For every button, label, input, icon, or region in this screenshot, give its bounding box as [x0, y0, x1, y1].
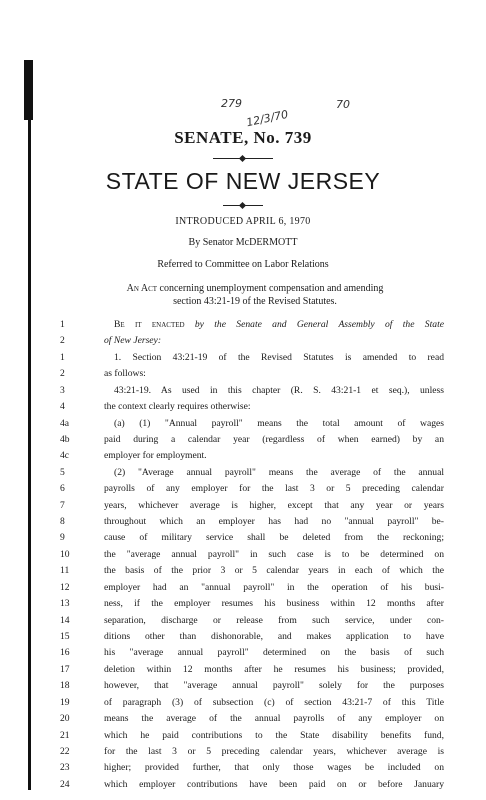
- bill-line: [0, 449, 486, 462]
- line-text: 43:21-19. As used in this chapter (R. S. 43:21-1 et seq.), unless: [114, 384, 444, 396]
- line-text: the context clearly requires otherwise:: [104, 401, 251, 413]
- act-prefix: An Act: [126, 283, 158, 294]
- line-number: 21: [60, 729, 70, 741]
- act-title-line2: section 43:21-19 of the Revised Statutes.: [173, 296, 337, 307]
- bill-line: [0, 400, 486, 413]
- bill-line: [0, 761, 486, 774]
- line-number: 23: [60, 762, 70, 774]
- bill-line: [0, 367, 486, 380]
- line-text: years, whichever average is higher, except that any year or years: [104, 499, 444, 511]
- bill-line: [0, 729, 486, 742]
- line-number: 4: [60, 401, 65, 413]
- line-number: 22: [60, 745, 70, 757]
- line-text: which he paid contributions to the State disability benefits fund,: [104, 729, 444, 741]
- bill-line: [0, 499, 486, 512]
- line-number: 16: [60, 647, 70, 659]
- line-text: separation, discharge or release from such service, under con-: [104, 614, 444, 626]
- line-number: 14: [60, 614, 70, 626]
- line-text: 1. Section 43:21-19 of the Revised Statutes is amended to read: [114, 351, 444, 363]
- line-number: 24: [60, 778, 70, 790]
- bill-line: [0, 417, 486, 430]
- line-number: 2: [60, 335, 65, 347]
- bill-line: [0, 597, 486, 610]
- line-text: deletion within 12 months after he resumes his business; provided,: [104, 663, 444, 675]
- line-number: 8: [60, 516, 65, 528]
- line-text: higher; provided further, that only those wages be included on: [104, 762, 444, 774]
- bill-line: [0, 482, 486, 495]
- line-text: employer had an "annual payroll" in the operation of his busi-: [104, 581, 444, 593]
- bill-line: [0, 696, 486, 709]
- bill-line: [0, 531, 486, 544]
- act-title: [110, 282, 400, 308]
- line-text: the "average annual payroll" in such case is to be determined on: [104, 548, 444, 560]
- line-number: 10: [60, 548, 70, 560]
- line-text: however, that "average annual payroll" solely for the purposes: [104, 680, 444, 692]
- line-text: ness, if the employer resumes his business within 12 months after: [104, 598, 444, 610]
- line-number: 17: [60, 663, 70, 675]
- line-number: 5: [60, 466, 65, 478]
- committee-referral: Referred to Committee on Labor Relations: [157, 259, 329, 270]
- line-number: 3: [60, 384, 65, 396]
- line-text: for the last 3 or 5 preceding calendar years, whichever average is: [104, 745, 444, 757]
- bill-line: [0, 515, 486, 528]
- bill-line: [0, 351, 486, 364]
- bill-number: SENATE, No. 739: [174, 128, 312, 147]
- handwritten-note-right: 70: [336, 98, 350, 111]
- bill-line: [0, 318, 486, 331]
- bill-line: [0, 646, 486, 659]
- bill-line: [0, 466, 486, 479]
- line-text: employer for employment.: [104, 450, 207, 462]
- bill-line: [0, 679, 486, 692]
- handwritten-date: 12/3/70: [245, 107, 290, 130]
- line-text: which employer contributions have been paid on or before January: [104, 778, 444, 790]
- bill-line: [0, 630, 486, 643]
- ornament-diamond-2: [239, 202, 246, 209]
- bill-line: [0, 548, 486, 561]
- line-number: 4c: [60, 450, 70, 462]
- line-text: means the average of the annual payrolls of any employer on: [104, 713, 444, 725]
- line-number: 4b: [60, 433, 70, 445]
- handwritten-note-left: 279: [221, 97, 242, 110]
- line-text: throughout which an employer has had no "annual payroll" be-: [104, 516, 444, 528]
- binding-clip: [24, 60, 33, 120]
- line-number: 12: [60, 581, 70, 593]
- line-text: paid during a calendar year (regardless of when earned) by an: [104, 433, 444, 445]
- line-number: 1: [60, 319, 65, 330]
- introduced-date: INTRODUCED APRIL 6, 1970: [175, 216, 311, 227]
- bill-line: [0, 712, 486, 725]
- line-number: 6: [60, 483, 65, 495]
- line-text: payrolls of any employer for the last 3 or 5 preceding calendar: [104, 483, 444, 495]
- line-number: 13: [60, 598, 70, 610]
- act-title-line1: concerning unemployment compensation and amending: [157, 283, 384, 294]
- line-number: 7: [60, 499, 65, 511]
- line-text: of paragraph (3) of subsection (c) of section 43:21-7 of this Title: [104, 696, 444, 708]
- bill-line: [0, 581, 486, 594]
- bill-line: [0, 564, 486, 577]
- bill-line: [0, 384, 486, 397]
- bill-line: [0, 745, 486, 758]
- line-text: (a) (1) "Annual payroll" means the total amount of wages: [114, 417, 444, 429]
- line-text: his "average annual payroll" determined on the basis of such: [104, 647, 444, 659]
- line-text: the basis of the prior 3 or 5 calendar years in each of which the: [104, 565, 444, 577]
- line-number: 20: [60, 713, 70, 725]
- line-number: 1: [60, 351, 65, 363]
- bill-line: [0, 614, 486, 627]
- sponsor: By Senator McDERMOTT: [188, 237, 298, 248]
- bill-line: [0, 334, 486, 347]
- line-text: of New Jersey:: [104, 335, 162, 347]
- line-number: 15: [60, 630, 70, 642]
- line-number: 4a: [60, 417, 70, 429]
- ornament-diamond: [239, 155, 246, 162]
- line-number: 11: [60, 565, 70, 577]
- line-number: 18: [60, 680, 70, 692]
- line-number: 9: [60, 532, 65, 544]
- line-text: cause of military service shall be deleted from the reckoning;: [104, 532, 444, 544]
- state-title: STATE OF NEW JERSEY: [105, 168, 381, 194]
- line-number: 19: [60, 696, 70, 708]
- bill-line: [0, 778, 486, 791]
- bill-line: [0, 663, 486, 676]
- line-text: as follows:: [104, 368, 146, 380]
- line-text: Be it enacted by the Senate and General Assembly of the State: [114, 319, 444, 330]
- bill-line: [0, 433, 486, 446]
- line-text: (2) "Average annual payroll" means the average of the annual: [114, 466, 444, 478]
- line-number: 2: [60, 368, 65, 380]
- line-text: ditions other than dishonorable, and makes application to have: [104, 630, 444, 642]
